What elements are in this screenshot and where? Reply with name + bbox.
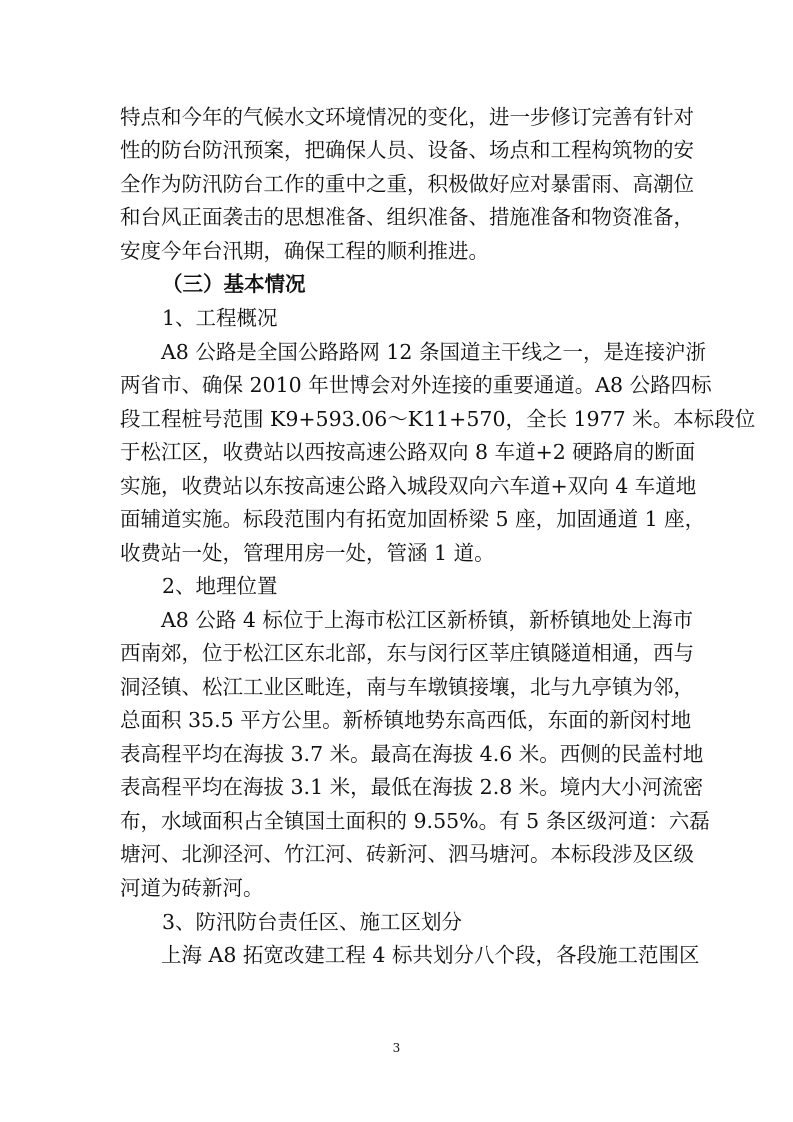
paragraph-line: 面辅道实施。标段范围内有拓宽加固桥梁 5 座，加固通道 1 座， — [120, 507, 706, 531]
paragraph-line: A8 公路 4 标位于上海市松江区新桥镇，新桥镇地处上海市 — [161, 608, 693, 632]
paragraph-line: 布，水域面积占全镇国土面积的 9.55%。有 5 条区级河道：六磊 — [120, 809, 710, 833]
paragraph-line: 实施，收费站以东按高速公路入城段双向六车道+双向 4 车道地 — [120, 474, 697, 498]
paragraph-line: 和台风正面袭击的思想准备、组织准备、措施准备和物资准备， — [120, 205, 694, 229]
paragraph-line: 于松江区，收费站以西按高速公路双向 8 车道+2 硬路肩的断面 — [120, 440, 696, 464]
paragraph-line: 全作为防汛防台工作的重中之重，积极做好应对暴雷雨、高潮位 — [120, 172, 694, 196]
paragraph-line: 上海 A8 拓宽改建工程 4 标共划分八个段，各段施工范围区 — [161, 943, 700, 967]
paragraph-line: 表高程平均在海拔 3.1 米，最低在海拔 2.8 米。境内大小河流密 — [120, 775, 704, 799]
paragraph-line: 特点和今年的气候水文环境情况的变化，进一步修订完善有针对 — [120, 105, 694, 129]
subsection-heading: 1、工程概况 — [162, 306, 278, 330]
paragraph-line: 段工程桩号范围 K9+593.06～K11+570，全长 1977 米。本标段位 — [120, 407, 756, 431]
paragraph-line: 收费站一处，管理用房一处，管涵 1 道。 — [120, 541, 495, 565]
subsection-heading: 2、地理位置 — [162, 574, 278, 598]
paragraph-line: 总面积 35.5 平方公里。新桥镇地势东高西低，东面的新闵村地 — [120, 708, 692, 732]
paragraph-line: 安度今年台汛期，确保工程的顺利推进。 — [120, 239, 489, 263]
paragraph-line: 性的防台防汛预案，把确保人员、设备、场点和工程构筑物的安 — [120, 138, 694, 162]
paragraph-line: 西南郊，位于松江区东北部，东与闵行区莘庄镇隧道相通，西与 — [120, 641, 694, 665]
paragraph-line: A8 公路是全国公路路网 12 条国道主干线之一，是连接沪浙 — [161, 340, 706, 364]
paragraph-line: 表高程平均在海拔 3.7 米。最高在海拔 4.6 米。西侧的民盖村地 — [120, 742, 704, 766]
subsection-heading: 3、防汛防台责任区、施工区划分 — [162, 910, 463, 934]
page-number: 3 — [392, 1041, 401, 1055]
paragraph-line: 塘河、北泖泾河、竹江河、砖新河、泗马塘河。本标段涉及区级 — [120, 842, 694, 866]
section-heading: （三）基本情况 — [162, 272, 306, 296]
paragraph-line: 洞泾镇、松江工业区毗连，南与车墩镇接壤，北与九亭镇为邻， — [120, 675, 694, 699]
paragraph-line: 河道为砖新河。 — [120, 876, 264, 900]
paragraph-line: 两省市、确保 2010 年世博会对外连接的重要通道。A8 公路四标 — [120, 373, 712, 397]
